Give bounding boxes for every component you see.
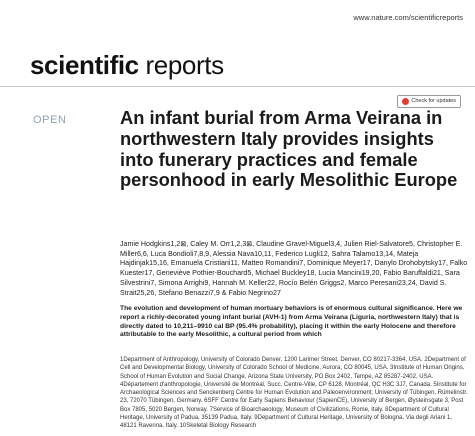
header-divider — [0, 86, 475, 87]
crossmark-icon — [402, 98, 409, 105]
check-updates-label: Check for updates — [411, 98, 456, 104]
journal-logo — [30, 50, 224, 81]
open-access-label: OPEN — [33, 114, 67, 126]
author-list: Jamie Hodgkins1,2⊠, Caley M. Orr1,2,3⊠, Claudine Gravel-Miguel3,4, Julien Riel-Salvatore5, Christopher E. Miller6,6, Luca Bondioli7,8,9, Alessia Nava10,11, Federico Lugli12, Sahra Talamo13,14, Mateja Hajdinjak15,16, Emanuela Cristiani11, Matteo Romandini7, Dominique Meyer17, Danylo Drohobytsky17, Falko Kuester17, Geneviève Pothier-Bouchard5, Michael Buckley18, Lucia Mancini19,20, Fabio Baruffaldi21, Sara Silvestrini7, Simona Arrighi9, Hannah M. Keller22, Rocío Belén Griggs2, Marco Peresani23,24, David S. Strait25,26, Stefano Benazzi7,9 & Fabio Negrino27 — [120, 240, 468, 297]
article-title: An infant burial from Arma Veirana in northwestern Italy provides insights into funerary practices and female personhood in early Mesolithic Europe — [120, 107, 458, 191]
brand-bold: scientific — [30, 50, 139, 80]
abstract: The evolution and development of human mortuary behaviors is of enormous cultural significance. Here we report a richly-decorated young infant burial (AVH-1) from Arma Veirana (Liguria, northwestern Italy) that is directly dated to 10,211–9910 cal BP (95.4% probability), placing it within the early Holocene and therefore attributable to the early Mesolithic, a cultural period from which — [120, 305, 463, 339]
journal-url[interactable]: www.nature.com/scientificreports — [353, 13, 463, 22]
affiliations: 1Department of Anthropology, University of Colorado Denver, 1200 Larimer Street, Denver, CO 80217-3364, USA. 2Department of Cell and Developmental Biology, University of Colorado School of Medicine, Aurora, CO 80045, USA. 3Institute of Human Origins, School of Human Evolution and Social Change, Arizona State University, PO Box 2402, Tempe, AZ 85287-2402, USA. 4Département d'anthropologie, Université de Montréal, Succ. Centre-Ville, CP 6128, Montréal, QC H3C 3J7, Canada. 5Institute for Archaeological Sciences and Senckenberg Centre for Human Evolution and Paleoenvironment, University of Tübingen, Rümelinstr. 23, 72070 Tübingen, Germany. 6SFF Centre for Early Sapiens Behaviour (SapienCE), University of Bergen, Øysteinsgate 3, Post Box 7805, 5020 Bergen, Norway. 7Service of Bioarchaeology, Museum of Civilizations, Rome, Italy. 8Department of Cultural Heritage, University of Padua, 35139 Padua, Italy. 9Department of Cultural Heritage, University of Bologna, Via degli Ariani 1, 48121 Ravenna, Italy. 10Skeletal Biology Research — [120, 357, 468, 430]
brand-light: reports — [145, 50, 224, 80]
